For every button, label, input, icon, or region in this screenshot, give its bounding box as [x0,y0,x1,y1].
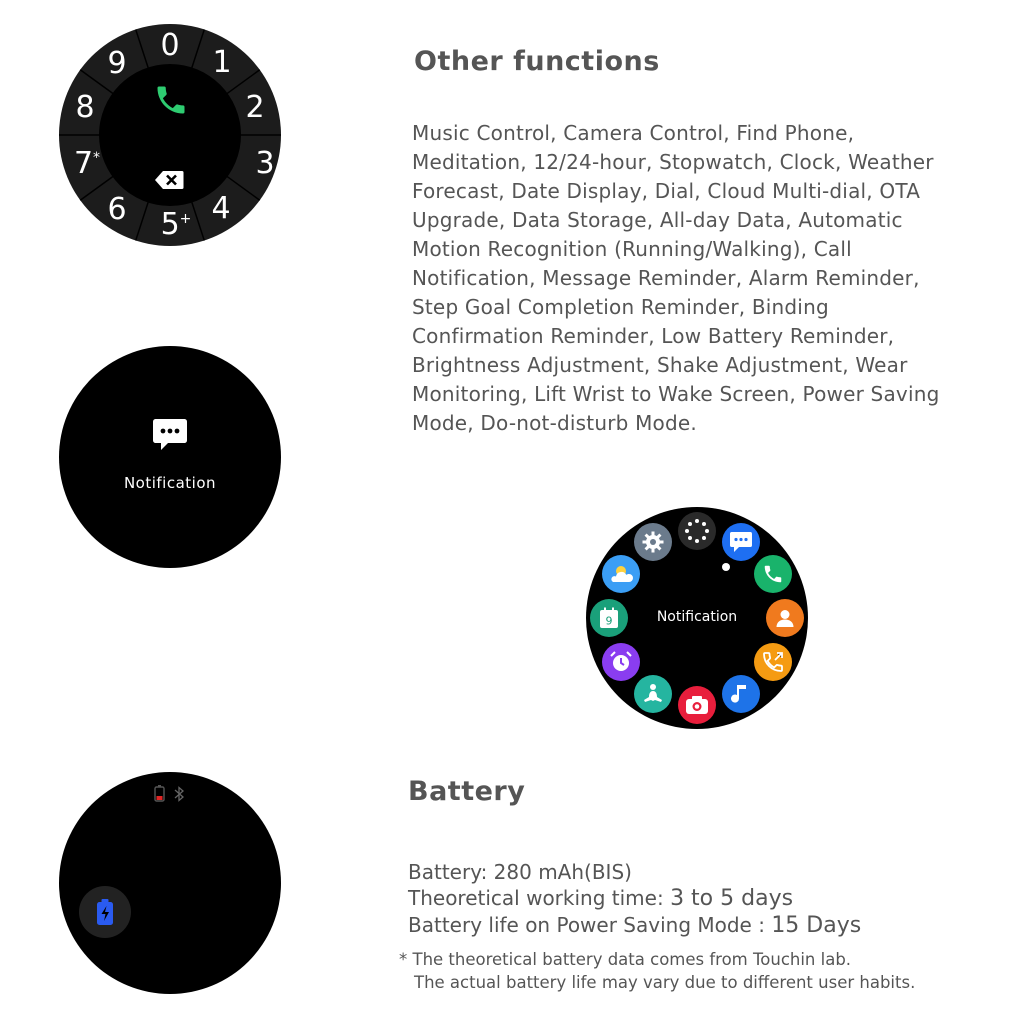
working-time-label: Theoretical working time: [408,886,671,910]
battery-capacity: Battery: 280 mAh(BIS) [408,860,632,884]
dial-key-8[interactable]: 8 [75,90,95,125]
notification-label: Notification [123,474,217,492]
dial-key-5-label: 5 [160,207,180,242]
dial-key-7-label: 7 [73,146,94,181]
working-time-value: 3 to 5 days [670,886,794,911]
dial-key-0[interactable]: 0 [160,28,180,63]
notification-watch-screen [59,346,281,568]
backspace-icon[interactable] [154,170,184,190]
chat-bubble-icon [152,418,188,452]
dial-key-7-suffix: * [93,150,101,166]
power-saving-label: Battery life on Power Saving Mode : [408,913,772,937]
weather-icon[interactable] [602,555,640,593]
battery-watch-screen [59,772,281,994]
battery-note-line2: The actual battery life may vary due to different user habits. [414,973,916,992]
working-time-line [408,886,793,911]
charging-battery-icon [94,898,116,926]
phone-call-icon[interactable] [153,82,189,118]
battery-heading: Battery [408,776,526,807]
dial-key-7[interactable] [73,146,101,181]
settings-icon[interactable] [634,523,672,561]
meditation-icon[interactable] [634,675,672,713]
contacts-icon[interactable] [766,599,804,637]
dial-key-2[interactable]: 2 [245,90,265,125]
power-saving-line [408,913,861,938]
charging-button[interactable] [79,886,131,938]
power-saving-value: 15 Days [771,913,862,938]
dial-key-3[interactable]: 3 [255,146,275,181]
low-battery-icon [155,785,164,801]
other-functions-text: Music Control, Camera Control, Find Phone, Meditation, 12/24-hour, Stopwatch, Clock, Weather Forecast, Date Display, Dial, Cloud Multi-dial, OTA Upgrade, Data Storage, All-day Data, Automatic Motion Recognition (Running/Walking), Call Notification, Message Reminder, Alarm Reminder, Step Goal Completion Reminder, Binding Confirmation Reminder, Low Battery Reminder, Brightness Adjustment, Shake Adjustment, Wear Monitoring, Lift Wrist to Wake Screen, Power Saving Mode, Do-not-disturb Mode. [412,121,940,435]
loading-icon[interactable] [678,512,716,550]
calendar-day-text: 9 [605,614,613,628]
dial-key-5-suffix: + [179,211,192,227]
dial-key-6[interactable]: 6 [107,192,127,227]
bluetooth-icon [175,788,183,801]
battery-note-line1: * The theoretical battery data comes from Touchin lab. [399,950,852,969]
status-bar [153,784,193,804]
phone-icon[interactable] [754,555,792,593]
dial-key-4[interactable]: 4 [211,191,231,226]
camera-icon[interactable] [678,686,716,724]
call-log-icon[interactable] [754,643,792,681]
page-indicator-dot [722,563,730,571]
dial-key-5[interactable] [160,207,192,242]
calendar-icon[interactable] [590,599,628,637]
dial-key-9[interactable]: 9 [107,46,127,81]
music-icon[interactable] [722,675,760,713]
dialer-watch-screen [59,24,281,246]
dial-key-1[interactable]: 1 [212,45,232,80]
other-functions-heading: Other functions [414,46,660,77]
alarm-icon[interactable] [602,643,640,681]
menu-notification-label: Notification [656,609,738,625]
message-icon[interactable] [722,523,760,561]
app-menu-watch-screen [586,507,808,729]
